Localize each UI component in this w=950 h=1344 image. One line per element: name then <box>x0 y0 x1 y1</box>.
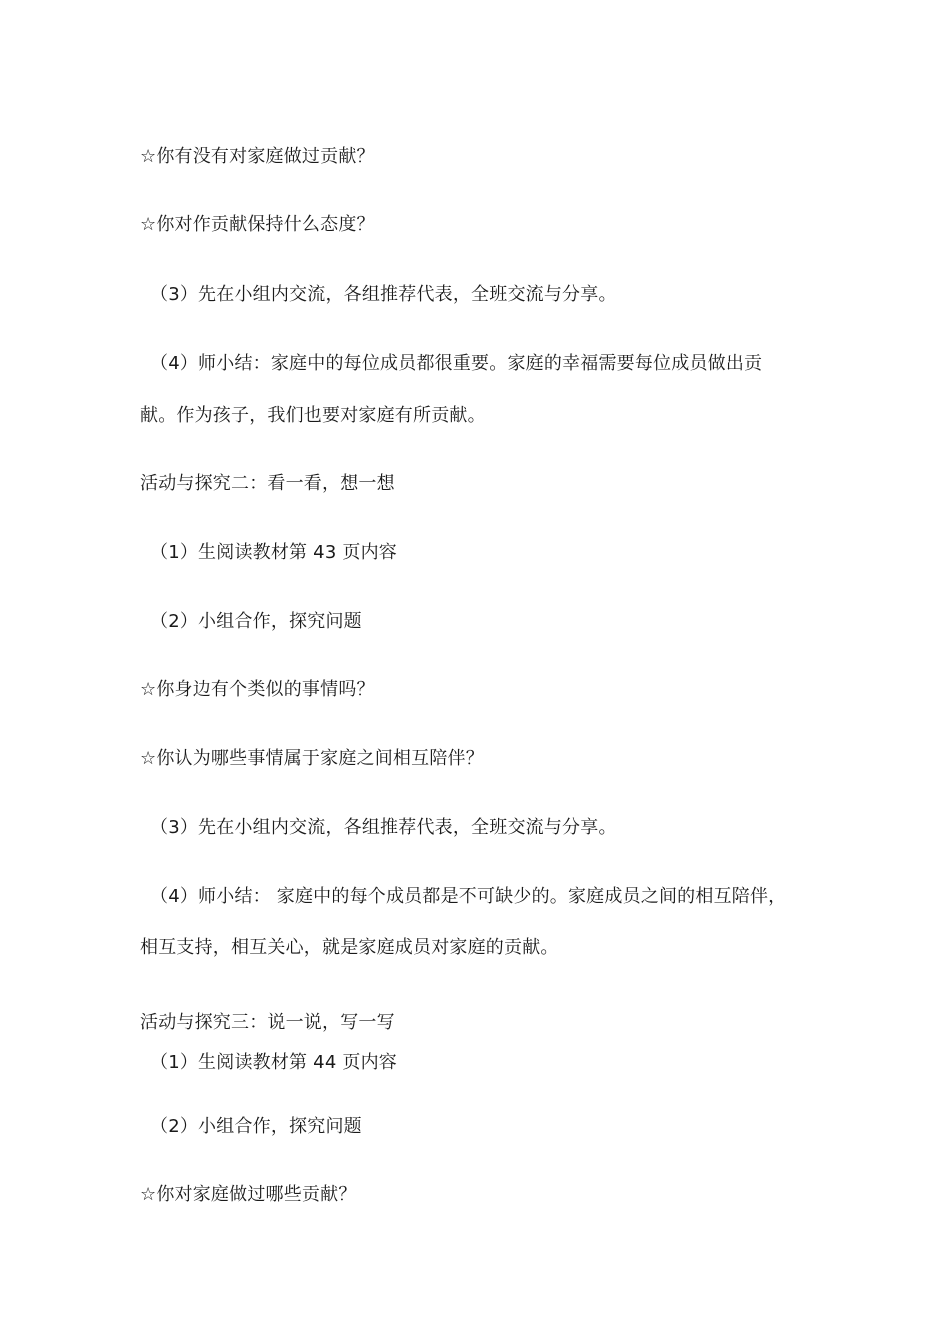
activity-2-step-4-continued: 相互支持，相互关心，就是家庭成员对家庭的贡献。 <box>140 937 559 958</box>
question-companionship: ☆你认为哪些事情属于家庭之间相互陪伴？ <box>140 748 484 769</box>
question-attitude: ☆你对作贡献保持什么态度？ <box>140 214 375 235</box>
step-3-share: （3）先在小组内交流，各组推荐代表，全班交流与分享。 <box>150 284 617 305</box>
question-what-contributions: ☆你对家庭做过哪些贡献？ <box>140 1184 357 1205</box>
step-4-summary-continued: 献。作为孩子，我们也要对家庭有所贡献。 <box>140 405 486 426</box>
activity-2-step-2: （2）小组合作，探究问题 <box>150 611 362 632</box>
activity-3-step-1: （1）生阅读教材第 44 页内容 <box>150 1052 397 1073</box>
activity-2-step-4: （4）师小结： 家庭中的每个成员都是不可缺少的。家庭成员之间的相互陪伴， <box>150 886 787 907</box>
activity-2-heading: 活动与探究二：看一看，想一想 <box>140 473 395 494</box>
question-contribution: ☆你有没有对家庭做过贡献？ <box>140 146 375 167</box>
activity-3-step-2: （2）小组合作，探究问题 <box>150 1116 362 1137</box>
question-similar: ☆你身边有个类似的事情吗？ <box>140 679 375 700</box>
step-4-summary: （4）师小结：家庭中的每位成员都很重要。家庭的幸福需要每位成员做出贡 <box>150 353 763 374</box>
activity-3-heading: 活动与探究三：说一说，写一写 <box>140 1012 395 1033</box>
activity-2-step-3: （3）先在小组内交流，各组推荐代表，全班交流与分享。 <box>150 817 617 838</box>
activity-2-step-1: （1）生阅读教材第 43 页内容 <box>150 542 397 563</box>
